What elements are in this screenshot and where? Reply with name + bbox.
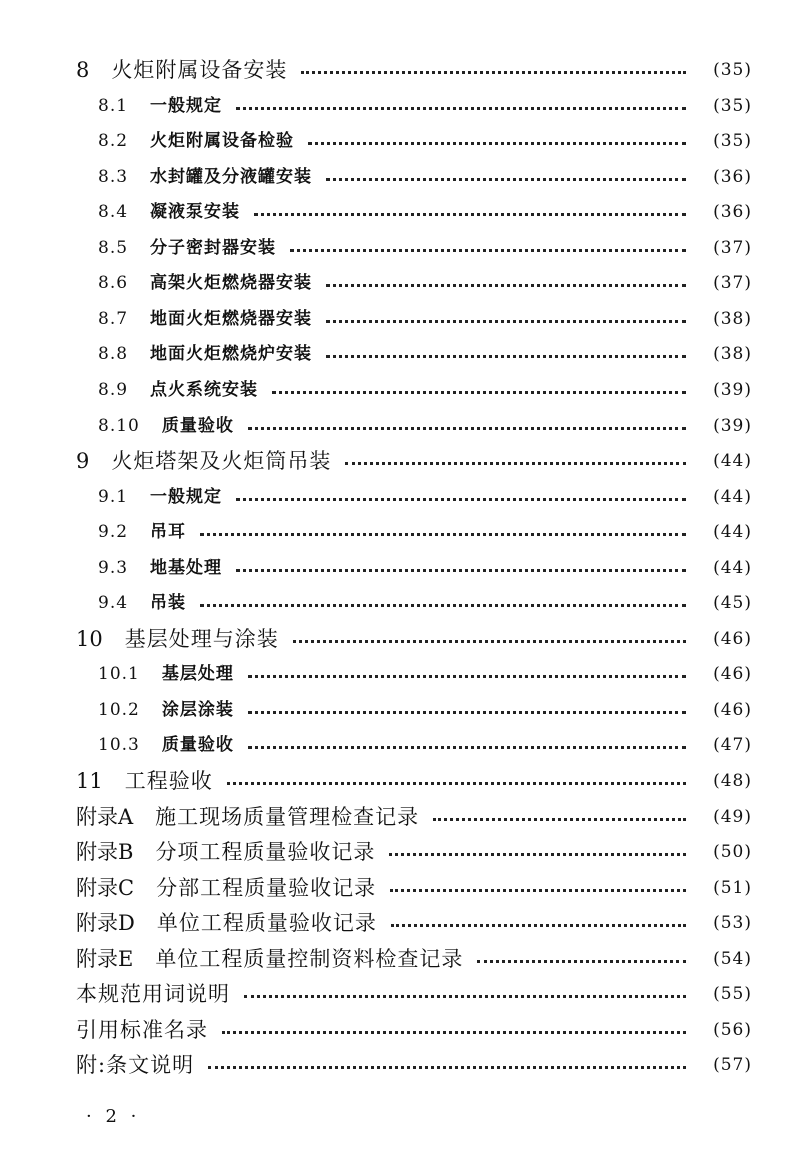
toc-entry[interactable] — [98, 550, 752, 586]
toc-entry-number: 9.4 — [98, 593, 129, 613]
dot-leader — [290, 249, 686, 252]
toc-entry-title: 施工现场质量管理检查记录 — [155, 805, 420, 829]
toc-entry-title: 地面火炬燃烧器安装 — [150, 309, 313, 329]
toc-entry[interactable] — [98, 230, 752, 266]
toc-entry-page: (35) — [713, 96, 752, 116]
toc-entry-title: 火炬附属设备安装 — [111, 58, 288, 82]
toc-entry-page: (50) — [713, 842, 752, 862]
toc-entry-number: 8.7 — [98, 309, 129, 329]
toc-entry-number: 8.3 — [98, 167, 129, 187]
toc-entry-page: (48) — [713, 771, 752, 791]
toc-entry-number: 10.2 — [98, 700, 140, 720]
dot-leader — [200, 533, 686, 536]
toc-entry-title: 工程验收 — [124, 769, 213, 793]
toc-entry-title: 涂层涂装 — [161, 700, 234, 720]
toc-entry[interactable] — [98, 336, 752, 372]
dot-leader — [390, 889, 686, 892]
dot-leader — [326, 320, 686, 323]
toc-entry[interactable] — [98, 123, 752, 159]
toc-entry-page: (57) — [713, 1055, 752, 1075]
toc-entry-title: 地面火炬燃烧炉安装 — [150, 344, 313, 364]
toc-entry-title: 凝液泵安装 — [150, 202, 241, 222]
toc-entry-number: 10.3 — [98, 735, 140, 755]
dot-leader — [293, 640, 686, 643]
toc-entry-number: 9.1 — [98, 487, 129, 507]
toc-entry[interactable] — [98, 727, 752, 763]
dot-leader — [308, 142, 686, 145]
dot-leader — [477, 960, 686, 963]
toc-entry-page: (39) — [713, 416, 752, 436]
dot-leader — [326, 284, 686, 287]
toc-entry-title: 基层处理与涂装 — [124, 627, 279, 651]
toc-entry-number: 8.2 — [98, 131, 129, 151]
toc-entry-title: 水封罐及分液罐安装 — [150, 167, 313, 187]
toc-entry-title: 吊耳 — [150, 522, 187, 542]
toc-entry[interactable] — [76, 941, 752, 977]
toc-entry[interactable] — [76, 621, 752, 657]
dot-leader — [244, 995, 686, 998]
toc-entry-number: 9 — [76, 449, 90, 473]
toc-entry-title: 一般规定 — [150, 96, 223, 116]
dot-leader — [248, 711, 686, 714]
toc-entry-title: 高架火炬燃烧器安装 — [150, 273, 313, 293]
toc-entry[interactable] — [98, 408, 752, 444]
toc-entry-title: 分子密封器安装 — [150, 238, 277, 258]
toc-entry-number: 附录C — [76, 876, 135, 900]
toc-entry[interactable] — [98, 514, 752, 550]
page-number: · 2 · — [86, 1106, 141, 1127]
toc-entry[interactable] — [76, 1047, 752, 1083]
toc-entry[interactable] — [76, 443, 752, 479]
toc-entry-page: (35) — [713, 60, 752, 80]
toc-entry-title: 附:条文说明 — [76, 1053, 195, 1077]
dot-leader — [272, 391, 686, 394]
toc-entry-number: 附录A — [76, 805, 134, 829]
toc-entry-page: (37) — [713, 273, 752, 293]
toc-entry[interactable] — [98, 265, 752, 301]
toc-entry[interactable] — [76, 52, 752, 88]
toc-entry-page: (36) — [713, 202, 752, 222]
toc-entry-number: 8.6 — [98, 273, 129, 293]
dot-leader — [326, 355, 686, 358]
dot-leader — [236, 498, 686, 501]
toc-entry-page: (46) — [713, 664, 752, 684]
toc-entry-number: 8.8 — [98, 344, 129, 364]
toc-entry-number: 10 — [76, 627, 103, 651]
toc-entry[interactable] — [98, 194, 752, 230]
toc-entry-title: 单位工程质量控制资料检查记录 — [155, 947, 464, 971]
toc-entry-number: 附录E — [76, 947, 134, 971]
dot-leader — [301, 71, 686, 74]
toc-entry-number: 8.10 — [98, 416, 140, 436]
toc-entry[interactable] — [98, 479, 752, 515]
toc-entry[interactable] — [76, 763, 752, 799]
toc-entry[interactable] — [98, 88, 752, 124]
toc-entry-page: (49) — [713, 807, 752, 827]
dot-leader — [391, 924, 686, 927]
toc-entry-page: (47) — [713, 735, 752, 755]
toc-entry-number: 8 — [76, 58, 90, 82]
toc-entry-page: (35) — [713, 131, 752, 151]
toc-entry-title: 火炬塔架及火炬筒吊装 — [111, 449, 332, 473]
toc-entry-page: (45) — [713, 593, 752, 613]
toc-entry-title: 分部工程质量验收记录 — [156, 876, 377, 900]
toc-entry-number: 10.1 — [98, 664, 140, 684]
toc-entry-title: 地基处理 — [150, 558, 223, 578]
toc-entry-number: 8.4 — [98, 202, 129, 222]
toc-entry-page: (38) — [713, 344, 752, 364]
toc-entry-title: 质量验收 — [161, 416, 234, 436]
toc-entry[interactable] — [76, 834, 752, 870]
toc-entry-page: (39) — [713, 380, 752, 400]
toc-entry-title: 点火系统安装 — [150, 380, 259, 400]
toc-entry-number: 附录D — [76, 911, 135, 935]
toc-entry-page: (54) — [713, 949, 752, 969]
toc-entry[interactable] — [98, 692, 752, 728]
toc-entry[interactable] — [76, 905, 752, 941]
dot-leader — [326, 178, 686, 181]
toc-entry[interactable] — [98, 372, 752, 408]
toc-entry[interactable] — [98, 301, 752, 337]
dot-leader — [248, 746, 686, 749]
toc-entry-title: 分项工程质量验收记录 — [155, 840, 376, 864]
toc-entry-page: (44) — [713, 487, 752, 507]
toc-entry-number: 11 — [76, 769, 103, 793]
toc-entry[interactable] — [98, 656, 752, 692]
toc-entry-number: 附录B — [76, 840, 134, 864]
dot-leader — [236, 107, 686, 110]
toc-entry-page: (46) — [713, 629, 752, 649]
toc-entry-title: 本规范用词说明 — [76, 982, 230, 1006]
dot-leader — [208, 1066, 686, 1069]
toc-entry-number: 8.1 — [98, 96, 129, 116]
toc-entry-number: 8.9 — [98, 380, 129, 400]
toc-entry-title: 吊装 — [150, 593, 187, 613]
toc-entry-number: 9.3 — [98, 558, 129, 578]
dot-leader — [248, 427, 686, 430]
toc-entry-page: (53) — [713, 913, 752, 933]
toc-entry-page: (56) — [713, 1020, 752, 1040]
toc-entry[interactable] — [76, 870, 752, 906]
toc-entry-page: (44) — [713, 558, 752, 578]
dot-leader — [236, 569, 686, 572]
toc-entry-number: 9.2 — [98, 522, 129, 542]
toc-entry-page: (55) — [713, 984, 752, 1004]
dot-leader — [345, 462, 686, 465]
dot-leader — [433, 818, 686, 821]
toc-entry-page: (36) — [713, 167, 752, 187]
toc-entry-title: 质量验收 — [161, 735, 234, 755]
toc-entry[interactable] — [98, 585, 752, 621]
dot-leader — [227, 782, 686, 785]
dot-leader — [248, 675, 686, 678]
dot-leader — [389, 853, 686, 856]
toc-entry[interactable] — [76, 1012, 752, 1048]
toc-entry-number: 8.5 — [98, 238, 129, 258]
toc-entry[interactable] — [76, 976, 752, 1012]
toc-entry-title: 一般规定 — [150, 487, 223, 507]
dot-leader — [222, 1031, 686, 1034]
toc-entry-page: (44) — [713, 451, 752, 471]
toc-entry-page: (37) — [713, 238, 752, 258]
toc-entry-page: (46) — [713, 700, 752, 720]
toc-entry[interactable] — [76, 799, 752, 835]
toc-entry-title: 基层处理 — [161, 664, 234, 684]
toc-entry-page: (38) — [713, 309, 752, 329]
toc-entry-title: 单位工程质量验收记录 — [156, 911, 377, 935]
toc-entry-title: 引用标准名录 — [76, 1018, 208, 1042]
toc-entry-page: (44) — [713, 522, 752, 542]
toc-entry[interactable] — [98, 159, 752, 195]
dot-leader — [254, 213, 686, 216]
toc-entry-title: 火炬附属设备检验 — [150, 131, 295, 151]
toc-entry-page: (51) — [713, 878, 752, 898]
dot-leader — [200, 604, 686, 607]
